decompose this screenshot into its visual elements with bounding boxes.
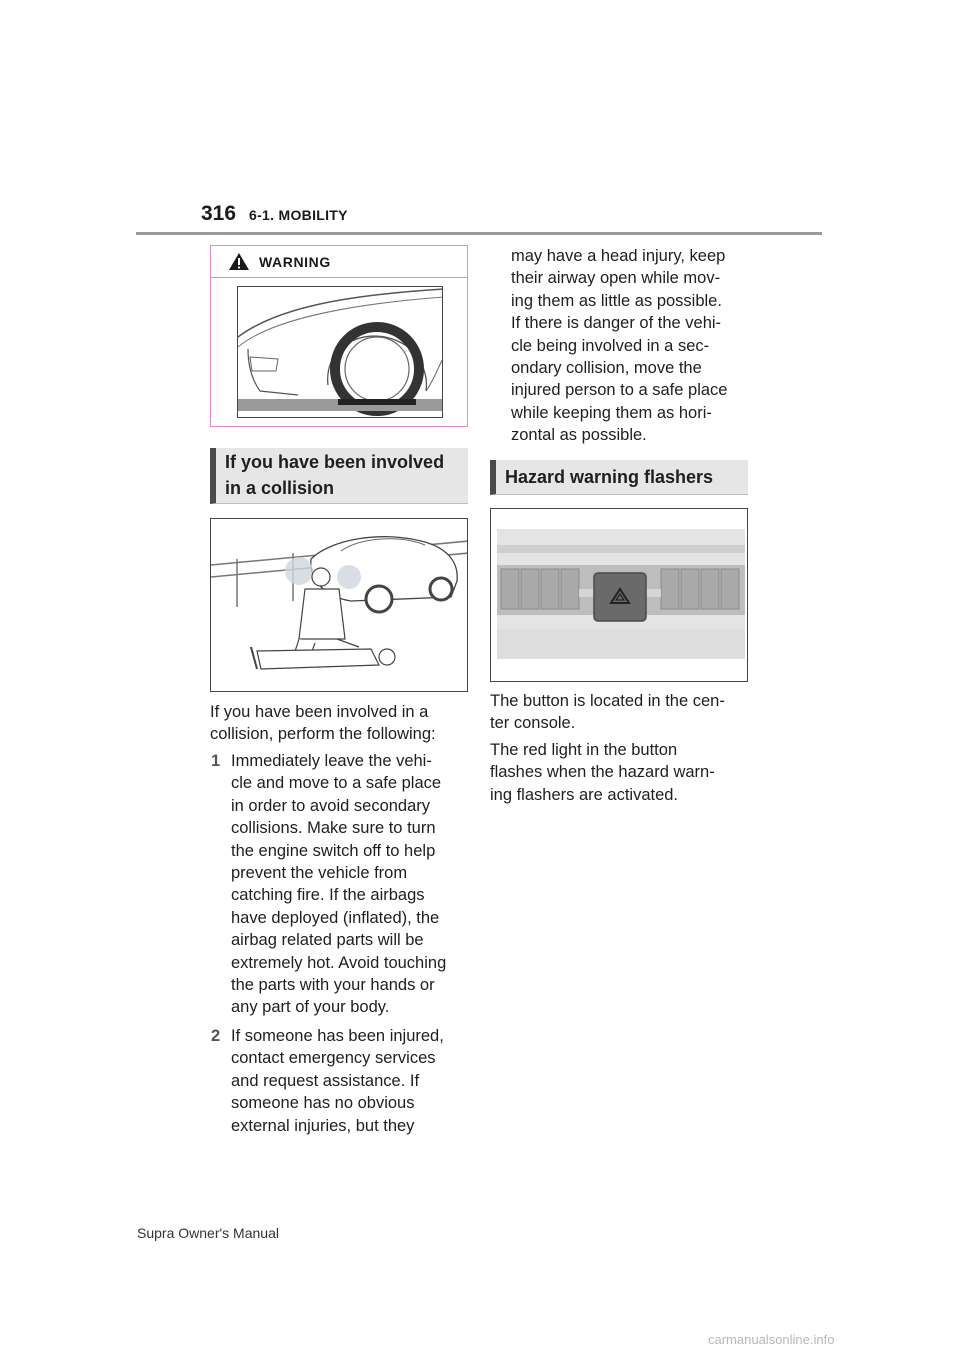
hazard-button-illustration (490, 508, 748, 682)
hazard-para2-line-3: ing flashers are activated. (490, 786, 679, 804)
intro-line-2: collision, perform the following: (210, 725, 436, 743)
hazard-para2-line-1: The red light in the button (490, 741, 678, 759)
step-2-line-2: contact emergency services (231, 1049, 436, 1067)
step-2-line-5: external injuries, but they (231, 1117, 415, 1135)
continuation-line-8: while keeping them as hori- (511, 404, 712, 422)
collision-heading-line-2: in a collision (225, 478, 335, 498)
step-2-line-1: If someone has been injured, (231, 1027, 444, 1045)
footer-manual-title: Supra Owner's Manual (137, 1225, 279, 1241)
hazard-heading-text: Hazard warning flashers (505, 467, 714, 487)
watermark: carmanualsonline.info (708, 1332, 835, 1347)
hazard-para1-line-1: The button is located in the cen- (490, 692, 725, 710)
step-1-line-5: the engine switch off to help (231, 842, 436, 860)
continuation-line-2: their airway open while mov- (511, 269, 721, 287)
hazard-para1-line-2: ter console. (490, 714, 576, 732)
collision-heading (210, 448, 468, 504)
continuation-line-4: If there is danger of the vehi- (511, 314, 722, 332)
step-1-line-6: prevent the vehicle from (231, 864, 408, 882)
page-number: 316 (201, 202, 237, 225)
collision-illustration (210, 518, 468, 692)
warning-label: WARNING (259, 254, 331, 270)
hazard-para2-line-2: flashes when the hazard warn- (490, 763, 715, 781)
car-tire-illustration (237, 286, 443, 418)
step-number-1: 1 (211, 752, 221, 770)
continuation-line-6: ondary collision, move the (511, 359, 702, 377)
step-1-line-3: in order to avoid secondary (231, 797, 431, 815)
hazard-heading (490, 460, 748, 495)
continuation-line-1: may have a head injury, keep (511, 247, 726, 265)
collision-heading-line-1: If you have been involved (225, 452, 445, 472)
warning-box (210, 245, 468, 427)
step-1-line-4: collisions. Make sure to turn (231, 819, 436, 837)
intro-line-1: If you have been involved in a (210, 703, 429, 721)
continuation-line-7: injured person to a safe place (511, 381, 728, 399)
step-1-line-10: extremely hot. Avoid touching (231, 954, 447, 972)
step-1-line-11: the parts with your hands or (231, 976, 435, 994)
step-1-line-2: cle and move to a safe place (231, 774, 442, 792)
header-rule (136, 232, 822, 235)
continuation-line-9: zontal as possible. (511, 426, 647, 444)
step-2-line-3: and request assistance. If (231, 1072, 420, 1090)
continuation-line-5: cle being involved in a sec- (511, 337, 710, 355)
step-1-line-8: have deployed (inflated), the (231, 909, 440, 927)
step-2-line-4: someone has no obvious (231, 1094, 415, 1112)
step-1-line-12: any part of your body. (231, 998, 390, 1016)
section-title: 6-1. MOBILITY (249, 207, 348, 223)
step-1-line-7: catching fire. If the airbags (231, 886, 425, 904)
step-number-2: 2 (211, 1027, 221, 1045)
warning-triangle-icon (228, 252, 250, 271)
step-1-line-1: Immediately leave the vehi- (231, 752, 432, 770)
continuation-line-3: ing them as little as possible. (511, 292, 722, 310)
step-1-line-9: airbag related parts will be (231, 931, 424, 949)
warning-header (211, 246, 467, 278)
